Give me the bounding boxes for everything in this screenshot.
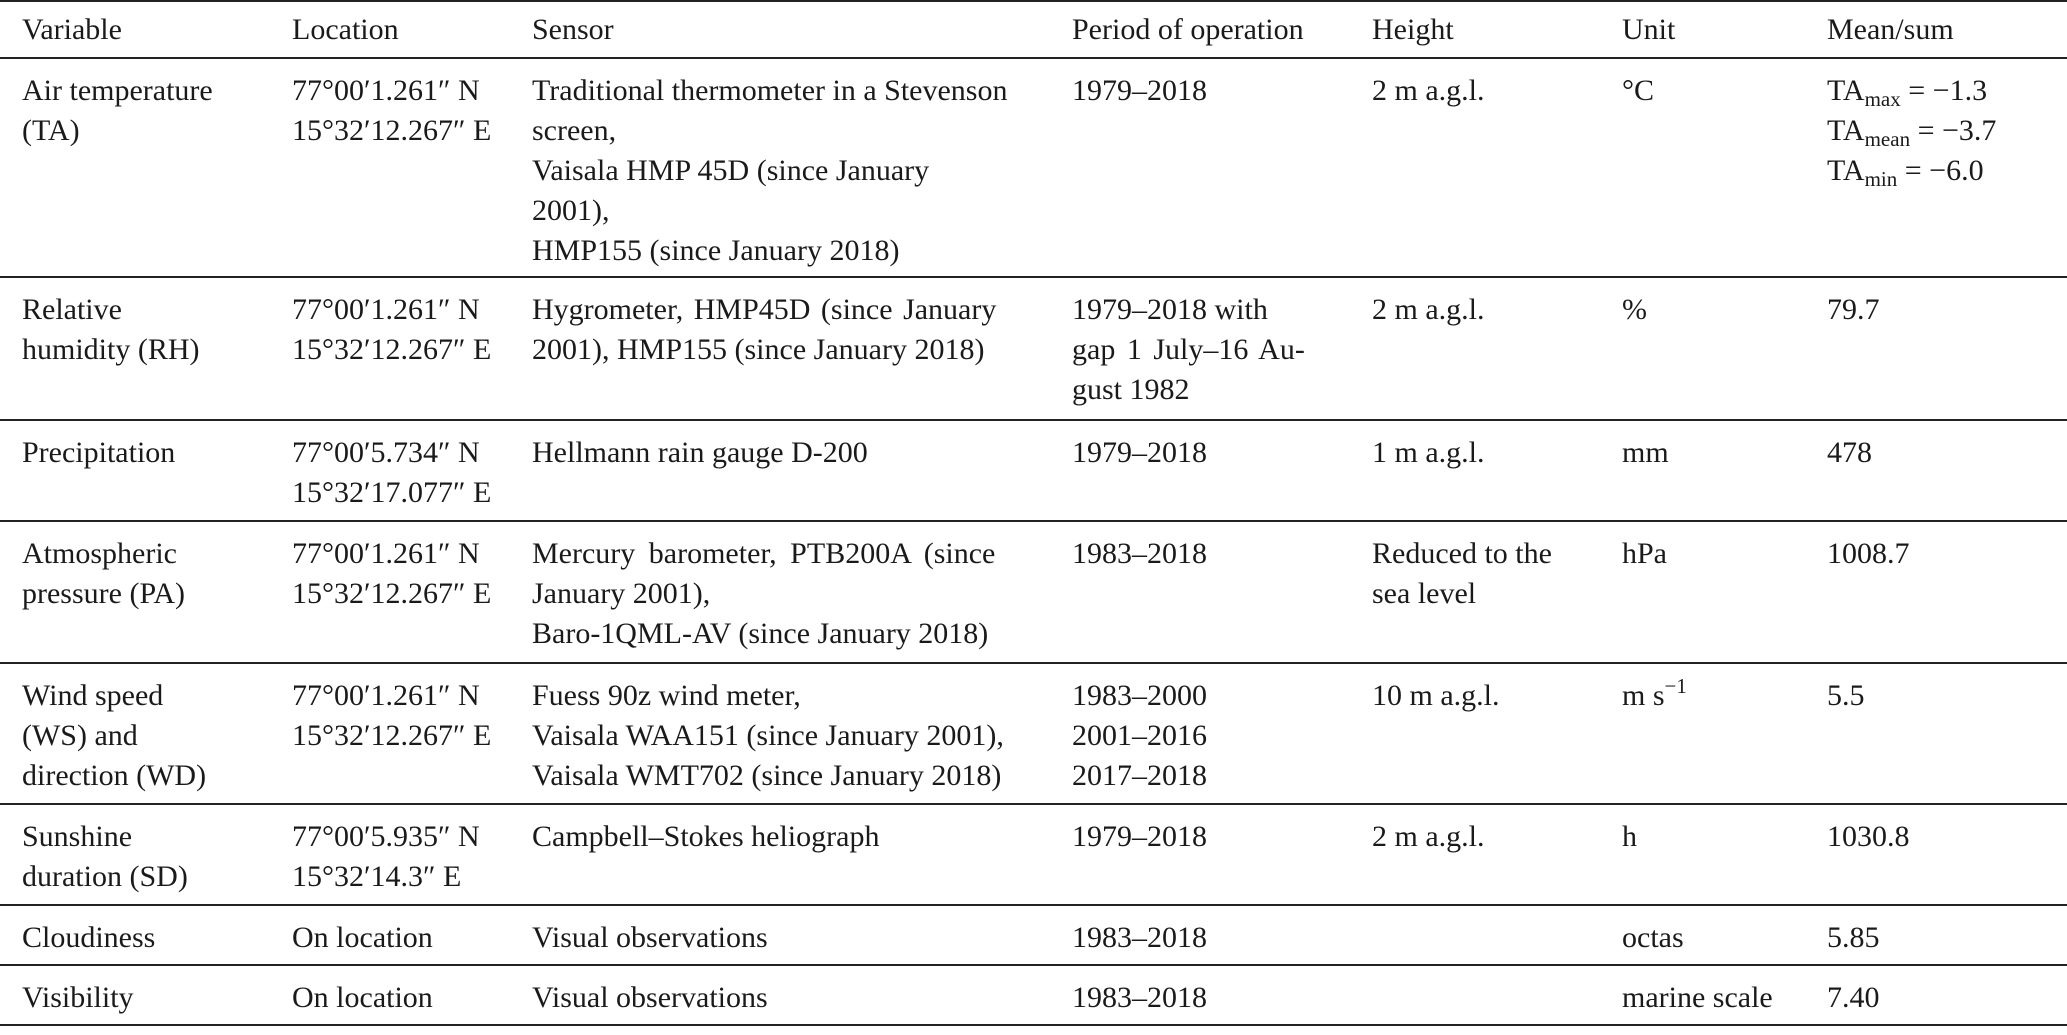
sensor-line: Hygrometer, HMP45D (since January [532,293,997,326]
cell-unit [1600,663,1805,804]
location-lon: 15°32′12.267″ E [292,577,492,610]
cell-height [1350,58,1600,277]
cell-unit [1600,905,1805,965]
variable-line: Atmospheric [22,537,177,570]
variable-line: Precipitation [22,436,176,469]
sensor-line: Visual observations [532,981,768,1014]
cell-sensor [510,420,1050,521]
mean-value: = −3.7 [1910,114,1997,147]
header-variable: Variable [0,1,270,58]
unit-text: mm [1622,436,1669,469]
cell-variable [0,58,270,277]
cell-variable [0,521,270,663]
cell-location [270,420,510,521]
height-line: Reduced to the [1372,537,1552,570]
variable-line: pressure (PA) [22,577,186,610]
cell-period [1050,965,1350,1025]
header-location: Location [270,1,510,58]
mean-ta-min [1827,151,2067,191]
mean-base: TA [1827,154,1865,187]
unit-text: hPa [1622,537,1667,570]
period-line: gap 1 July–16 Au- [1072,333,1305,366]
cell-period [1050,277,1350,420]
unit-text: % [1622,293,1647,326]
cell-height [1350,965,1600,1025]
mean-ta-mean [1827,111,2067,151]
mean-value: 7.40 [1827,981,1880,1014]
period-line: 1979–2018 [1072,436,1207,469]
cell-location [270,663,510,804]
cell-sensor [510,58,1050,277]
unit-text: marine scale [1622,981,1773,1014]
sensor-line: Visual observations [532,921,768,954]
mean-base: TA [1827,114,1865,147]
cell-location [270,58,510,277]
sensor-line: Campbell–Stokes heliograph [532,820,880,853]
variable-line: (TA) [22,114,80,147]
table-row-relative-humidity [0,277,2067,420]
period-line: gust 1982 [1072,373,1190,406]
unit-base: m s [1622,679,1665,712]
unit-text [1622,676,1805,716]
location-lon: 15°32′17.077″ E [292,476,492,509]
table-row-air-temperature [0,58,2067,277]
sensor-line: Mercury barometer, PTB200A (since [532,537,996,570]
mean-ta-max [1827,71,2067,111]
height-line: 10 m a.g.l. [1372,679,1500,712]
location-text: On location [292,981,433,1014]
variable-line: Cloudiness [22,921,156,954]
cell-variable [0,804,270,905]
variable-line: humidity (RH) [22,333,200,366]
cell-period [1050,663,1350,804]
cell-mean [1805,277,2067,420]
table-row-atmospheric-pressure [0,521,2067,663]
cell-unit [1600,804,1805,905]
period-line: 1983–2018 [1072,921,1207,954]
period-line: 1983–2018 [1072,537,1207,570]
location-lat: 77°00′5.734″ N [292,436,480,469]
cell-height [1350,521,1600,663]
location-lon: 15°32′12.267″ E [292,719,492,752]
mean-value: 5.5 [1827,679,1865,712]
table-row-precipitation [0,420,2067,521]
sensor-line: Hellmann rain gauge D-200 [532,436,868,469]
header-period: Period of operation [1050,1,1350,58]
cell-location [270,804,510,905]
cell-variable [0,420,270,521]
unit-text: octas [1622,921,1684,954]
table-row-cloudiness [0,905,2067,965]
sensor-line: Vaisala HMP 45D (since January [532,154,930,187]
cell-height [1350,804,1600,905]
variable-line: Air temperature [22,74,213,107]
location-lat: 77°00′1.261″ N [292,679,480,712]
sensor-line: screen, [532,114,617,147]
header-row [0,1,2067,58]
cell-height [1350,277,1600,420]
location-lat: 77°00′1.261″ N [292,537,480,570]
mean-value: 478 [1827,436,1872,469]
height-line: sea level [1372,577,1477,610]
sensor-line: HMP155 (since January 2018) [532,234,900,267]
variable-line: duration (SD) [22,860,188,893]
mean-value: 5.85 [1827,921,1880,954]
cell-height [1350,905,1600,965]
variable-line: Sunshine [22,820,133,853]
unit-text: °C [1622,74,1655,107]
cell-period [1050,521,1350,663]
cell-height [1350,663,1600,804]
mean-value: 1008.7 [1827,537,1910,570]
cell-location [270,277,510,420]
location-lon: 15°32′12.267″ E [292,333,492,366]
cell-variable [0,965,270,1025]
cell-sensor [510,663,1050,804]
cell-mean [1805,905,2067,965]
period-line: 1983–2018 [1072,981,1207,1014]
mean-value: 1030.8 [1827,820,1910,853]
sensor-line: Vaisala WAA151 (since January 2001), [532,719,1004,752]
mean-value: = −6.0 [1897,154,1984,187]
location-text: On location [292,921,433,954]
cell-mean [1805,58,2067,277]
period-line: 2001–2016 [1072,719,1207,752]
cell-period [1050,905,1350,965]
location-lat: 77°00′5.935″ N [292,820,480,853]
mean-subscript: mean [1864,127,1911,151]
cell-mean [1805,521,2067,663]
cell-unit [1600,420,1805,521]
sensor-line: Vaisala WMT702 (since January 2018) [532,759,1002,792]
variable-line: direction (WD) [22,759,207,792]
header-height: Height [1350,1,1600,58]
cell-mean [1805,420,2067,521]
cell-height [1350,420,1600,521]
table-row-sunshine-duration [0,804,2067,905]
table-row-wind [0,663,2067,804]
header-unit: Unit [1600,1,1805,58]
cell-location [270,521,510,663]
mean-base: TA [1827,74,1865,107]
height-line: 2 m a.g.l. [1372,293,1485,326]
mean-subscript: min [1864,167,1898,191]
location-lon: 15°32′12.267″ E [292,114,492,147]
mean-subscript: max [1864,87,1901,111]
sensor-line: Traditional thermometer in a Stevenson [532,74,1008,107]
period-line: 1979–2018 [1072,74,1207,107]
height-line: 2 m a.g.l. [1372,74,1485,107]
cell-sensor [510,521,1050,663]
cell-variable [0,905,270,965]
sensor-line: January 2001), [532,577,711,610]
period-line: 1979–2018 with [1072,293,1268,326]
period-line: 1983–2000 [1072,679,1207,712]
variable-line: (WS) and [22,719,138,752]
cell-unit [1600,521,1805,663]
cell-unit [1600,277,1805,420]
cell-unit [1600,965,1805,1025]
location-lat: 77°00′1.261″ N [292,74,480,107]
cell-location [270,965,510,1025]
period-line: 2017–2018 [1072,759,1207,792]
sensor-line: 2001), [532,194,610,227]
cell-mean [1805,663,2067,804]
sensor-line: 2001), HMP155 (since January 2018) [532,333,985,366]
cell-unit [1600,58,1805,277]
cell-period [1050,420,1350,521]
cell-variable [0,663,270,804]
period-line: 1979–2018 [1072,820,1207,853]
cell-period [1050,58,1350,277]
height-line: 2 m a.g.l. [1372,820,1485,853]
cell-sensor [510,804,1050,905]
cell-location [270,905,510,965]
sensor-line: Baro-1QML-AV (since January 2018) [532,617,989,650]
mean-value: 79.7 [1827,293,1880,326]
unit-text: h [1622,820,1637,853]
variable-line: Wind speed [22,679,164,712]
cell-variable [0,277,270,420]
unit-superscript: −1 [1664,674,1687,698]
cell-sensor [510,277,1050,420]
header-sensor: Sensor [510,1,1050,58]
cell-sensor [510,965,1050,1025]
location-lat: 77°00′1.261″ N [292,293,480,326]
mean-value: = −1.3 [1900,74,1988,107]
cell-sensor [510,905,1050,965]
cell-mean [1805,965,2067,1025]
header-mean: Mean/sum [1805,1,2067,58]
sensor-line: Fuess 90z wind meter, [532,679,801,712]
variable-line: Relative [22,293,122,326]
cell-period [1050,804,1350,905]
cell-mean [1805,804,2067,905]
location-lon: 15°32′14.3″ E [292,860,462,893]
variable-line: Visibility [22,981,134,1014]
height-line: 1 m a.g.l. [1372,436,1485,469]
table-row-visibility [0,965,2067,1025]
